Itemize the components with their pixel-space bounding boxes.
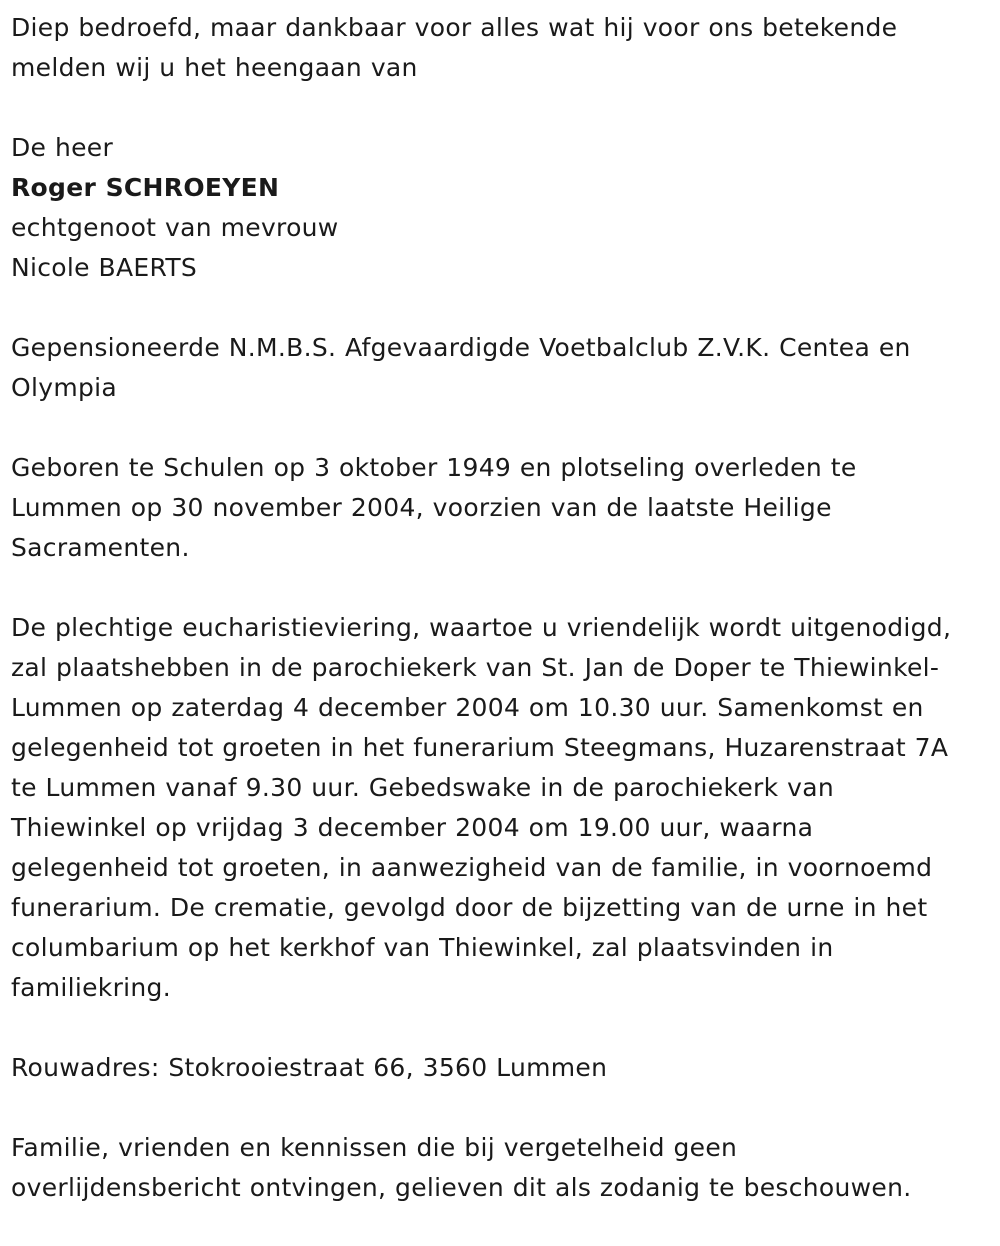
spouse-name: Nicole BAERTS xyxy=(11,253,198,282)
spacer xyxy=(11,1088,969,1128)
intro-text: Diep bedroefd, maar dankbaar voor alles wat hij voor ons betekende melden wij u het heengaan van xyxy=(11,13,898,82)
spacer xyxy=(11,408,969,448)
spacer xyxy=(11,288,969,328)
closing-text: Familie, vrienden en kennissen die bij vergetelheid geen overlijdensbericht ontvingen, gelieven dit als zodanig te beschouwen. xyxy=(11,1133,912,1202)
title-text: De heer xyxy=(11,133,114,162)
occupation-text: Gepensioneerde N.M.B.S. Afgevaardigde Voetbalclub Z.V.K. Centea en Olympia xyxy=(11,333,911,402)
address-text: Rouwadres: Stokrooiestraat 66, 3560 Lummen xyxy=(11,1053,608,1082)
relation-text: echtgenoot van mevrouw xyxy=(11,213,339,242)
spacer xyxy=(11,568,969,608)
spacer xyxy=(11,1008,969,1048)
ceremony-text: De plechtige eucharistieviering, waartoe u vriendelijk wordt uitgenodigd, zal plaatshebben in de parochiekerk van St. Jan de Doper te Thiewinkel-Lummen op zaterdag 4 december 2004 om 10.30 uur. Samenkomst en gelegenheid tot groeten in het funerarium Steegmans, Huzarenstraat 7A te Lummen vanaf 9.30 uur. Gebedswake in de parochiekerk van Thiewinkel op vrijdag 3 december 2004 om 19.00 uur, waarna gelegenheid tot groeten, in aanwezigheid van de familie, in voornoemd funerarium. De crematie, gevolgd door de bijzetting van de urne in het columbarium op het kerkhof van Thiewinkel, zal plaatsvinden in familiekring. xyxy=(11,613,952,1002)
birth-death-text: Geboren te Schulen op 3 oktober 1949 en plotseling overleden te Lummen op 30 november 2004, voorzien van de laatste Heilige Sacramenten. xyxy=(11,453,857,562)
deceased-name: Roger SCHROEYEN xyxy=(11,173,280,202)
spacer xyxy=(11,88,969,128)
